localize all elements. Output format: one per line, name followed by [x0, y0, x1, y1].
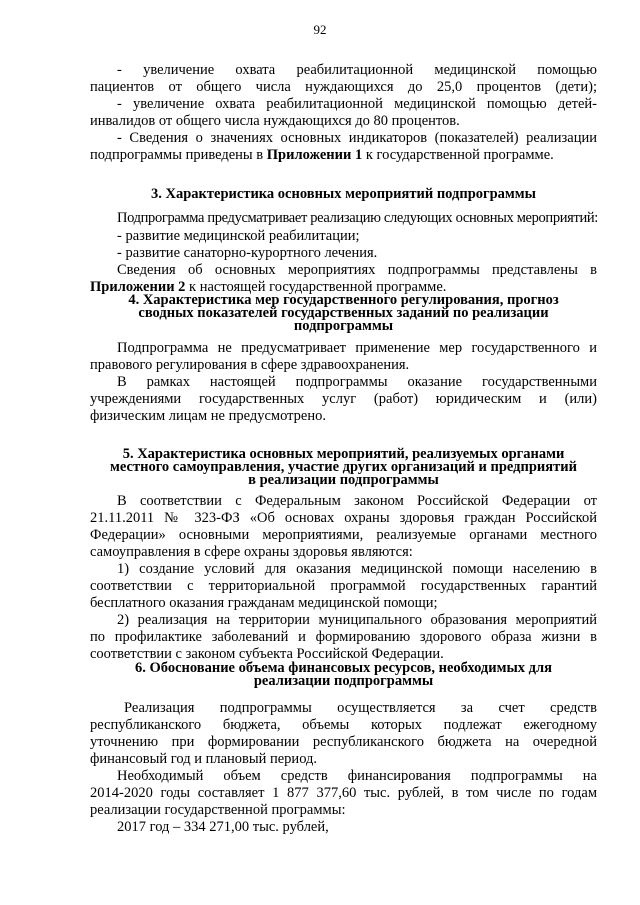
- text-run: подпрограммы приведены в: [90, 147, 267, 163]
- paragraph-line: республиканского бюджета, объемы которых подлежат ежегодному: [90, 717, 597, 733]
- paragraph-line: Федерации» основными мероприятиями, реализуемые органами местного: [90, 527, 597, 543]
- section-heading-5-line: 5. Характеристика основных мероприятий, реализуемых органами: [122, 446, 565, 462]
- appendix-reference: Приложении 2: [90, 279, 186, 295]
- paragraph-line: 2017 год – 334 271,00 тыс. рублей,: [117, 819, 329, 835]
- paragraph-line: соответствии с законом субъекта Российской Федерации.: [90, 646, 444, 662]
- paragraph-line: самоуправления в сфере охраны здоровья являются:: [90, 544, 413, 560]
- paragraph-line: учреждениями государственных услуг (работ) юридическим и (или): [90, 391, 597, 407]
- section-heading-6-line: реализации подпрограммы: [253, 673, 434, 689]
- section-heading-4-line: подпрограммы: [293, 318, 394, 334]
- paragraph-line: Сведения об основных мероприятиях подпрограммы представлены в: [117, 262, 597, 278]
- paragraph-line: Подпрограмма предусматривает реализацию следующих основных мероприятий:: [117, 210, 598, 226]
- text-run: к настоящей государственной программе.: [185, 279, 447, 295]
- list-item: - развитие санаторно-курортного лечения.: [117, 245, 378, 261]
- section-heading-5-line: в реализации подпрограммы: [248, 472, 439, 488]
- section-heading-4-line: 4. Характеристика мер государственного регулирования, прогноз: [128, 292, 559, 308]
- paragraph-line: Подпрограмма не предусматривает применение мер государственного и: [117, 340, 597, 356]
- page-number: 92: [313, 22, 327, 37]
- paragraph-line: Необходимый объем средств финансирования подпрограммы на: [117, 768, 597, 784]
- paragraph-line: по профилактике заболеваний и формированию здорового образа жизни в: [90, 629, 597, 645]
- list-item: 1) создание условий для оказания медицинской помощи населению в: [117, 561, 597, 577]
- paragraph-line: реализации государственной программы:: [90, 802, 346, 818]
- paragraph-line: - Сведения о значениях основных индикаторов (показателей) реализации: [117, 130, 597, 146]
- paragraph-line: 21.11.2011 № 323-ФЗ «Об основах охраны здоровья граждан Российской: [90, 510, 597, 526]
- list-item: - развитие медицинской реабилитации;: [117, 228, 360, 244]
- paragraph-line: бесплатного оказания гражданам медицинской помощи;: [90, 595, 438, 611]
- section-heading-6-line: 6. Обоснование объема финансовых ресурсов, необходимых для: [135, 660, 552, 676]
- section-heading-4-line: сводных показателей государственных заданий по реализации: [138, 305, 549, 321]
- paragraph-line: - увеличение охвата реабилитационной медицинской помощью детей-: [117, 96, 597, 112]
- paragraph-line: 2014-2020 годы составляет 1 877 377,60 тыс. рублей, в том числе по годам: [90, 785, 597, 801]
- paragraph-line: финансовый год и плановый период.: [90, 751, 318, 767]
- paragraph-line: В рамках настоящей подпрограммы оказание государственными: [117, 374, 597, 390]
- paragraph-line: физическим лицам не предусмотрено.: [90, 408, 326, 424]
- paragraph-line: инвалидов от общего числа нуждающихся до 80 процентов.: [90, 113, 460, 129]
- paragraph-line: соответствии с территориальной программой государственных гарантий: [90, 578, 597, 594]
- paragraph-line: - увеличение охвата реабилитационной медицинской помощью: [117, 62, 597, 78]
- paragraph-line: В соответствии с Федеральным законом Российской Федерации от: [117, 493, 597, 509]
- paragraph-line: пациентов от общего числа нуждающихся до 25,0 процентов (дети);: [90, 79, 597, 95]
- paragraph-line: уточнению при формировании республиканского бюджета на очередной: [90, 734, 597, 750]
- section-heading-5-line: местного самоуправления, участие других организаций и предприятий: [110, 459, 577, 475]
- list-item: 2) реализация на территории муниципального образования мероприятий: [117, 612, 597, 628]
- paragraph-line: Реализация подпрограммы осуществляется за счет средств: [124, 700, 597, 716]
- paragraph-line: правового регулирования в сфере здравоохранения.: [90, 357, 410, 373]
- section-heading-3: 3. Характеристика основных мероприятий подпрограммы: [151, 186, 536, 202]
- text-run: к государственной программе.: [362, 147, 554, 163]
- paragraph-line: [90, 147, 597, 163]
- appendix-reference: Приложении 1: [266, 147, 363, 163]
